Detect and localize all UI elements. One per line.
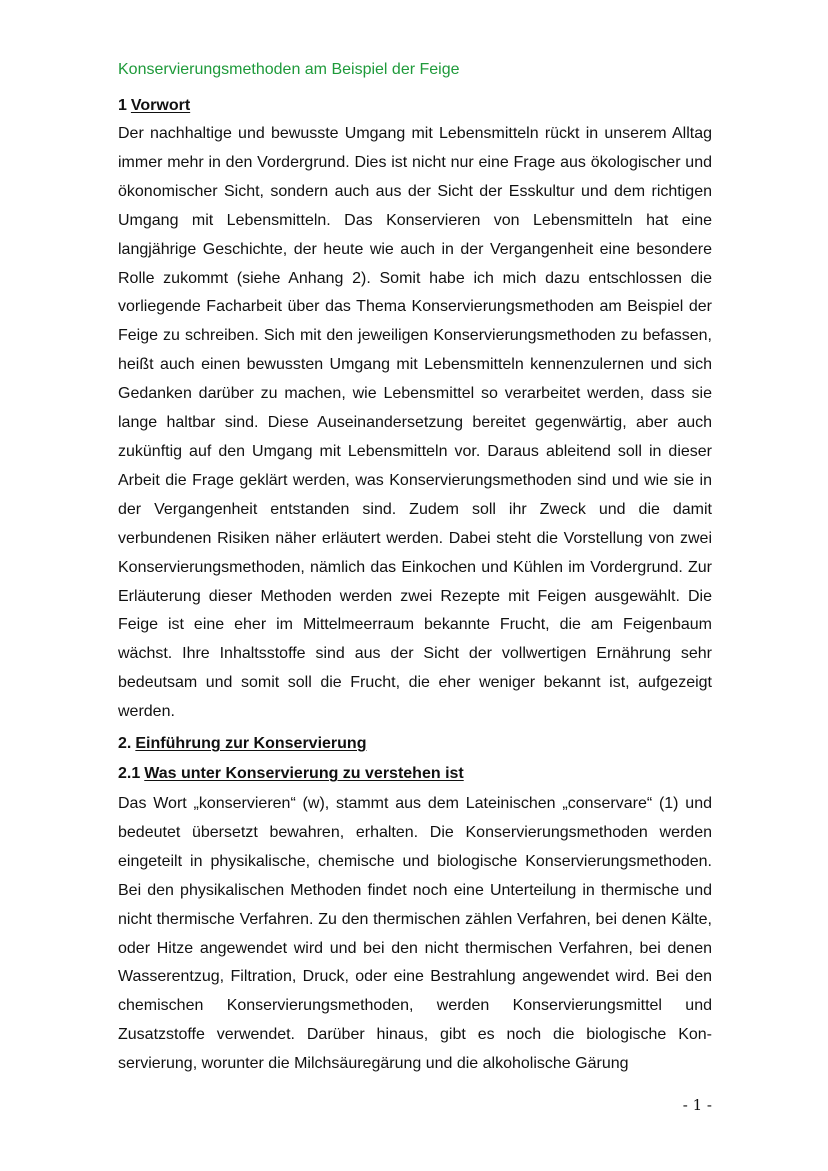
section-number: 1 xyxy=(118,97,127,114)
page-number: - 1 - xyxy=(682,1096,712,1114)
section-heading-vorwort xyxy=(118,94,712,118)
document-header: Konservierungsmethoden am Beispiel der Feige xyxy=(118,61,460,78)
paragraph-vorwort: Der nachhaltige und bewusste Umgang mit Lebensmitteln rückt in unserem Alltag immer mehr in den Vordergrund. Dies ist nicht nur eine Frage aus ökologischer und ökonomischer Sicht, sondern auch aus der Sicht der Esskultur und dem richtigen Umgang mit Lebensmitteln. Das Konservieren von Lebensmitteln hat eine langjährige Geschichte, der heute wie auch in der Vergangenheit eine besondere Rolle zukommt (siehe Anhang 2). Somit habe ich mich dazu entschlossen die vorliegende Facharbeit über das Thema Konservierungsmethoden am Beispiel der Feige zu schreiben. Sich mit den jeweiligen Konservierungsmethoden zu befassen, heißt auch einen bewussten Umgang mit Lebensmitteln kennenzulernen und sich Gedanken darüber zu machen, wie Lebensmittel so verarbeitet werden, dass sie lange haltbar sind. Diese Auseinandersetzung bereitet gegenwärtig, aber auch zukünftig auf den Umgang mit Lebensmitteln vor. Daraus ableitend soll in dieser Arbeit die Frage geklärt werden, was Konservierungsmethoden sind und wie sie in der Vergangenheit entstanden sind. Zudem soll ihr Zweck und die damit verbundenen Risiken näher erläutert werden. Dabei steht die Vorstellung von zwei Konservierungsmethoden, nämlich das Einkochen und Kühlen im Vordergrund. Zur Erläuterung dieser Methoden werden zwei Rezepte mit Feigen ausgewählt. Die Feige ist eine eher im Mittelmeerraum bekannte Frucht, die am Feigenbaum wächst. Ihre Inhaltsstoffe sind aus der Sicht der vollwertigen Ernährung sehr bedeutsam und somit soll die Frucht, die eher weniger bekannt ist, aufgezeigt werden. xyxy=(118,125,712,721)
section-number: 2.1 xyxy=(118,765,141,783)
section-title: Was unter Konservierung zu verstehen ist xyxy=(144,765,464,783)
section-title: Einführung zur Konservierung xyxy=(135,735,367,753)
section-number: 2. xyxy=(118,735,132,753)
subsection-heading-konservierung xyxy=(118,762,712,786)
section-title: Vorwort xyxy=(130,97,191,114)
document-page xyxy=(118,58,712,1084)
section-heading-einfuehrung xyxy=(118,732,712,756)
paragraph-konservierung: Das Wort „konservieren“ (w), stammt aus dem Lateinischen „conservare“ (1) und bedeutet übersetzt bewahren, erhalten. Die Konservierungsmethoden werden eingeteilt in physikalische, chemische und biologische Konservierungsmethoden. Bei den physikalischen Methoden findet noch eine Unterteilung in thermische und nicht thermische Verfahren. Zu den thermischen zählen Verfahren, bei denen Kälte, oder Hitze angewendet wird und bei den nicht thermischen Verfahren, bei denen Wasserentzug, Filtration, Druck, oder eine Bestrahlung angewendet wird. Bei den chemischen Konservierungsmethoden, werden Konservierungsmittel und Zusatzstoffe verwendet. Darüber hinaus, gibt es noch die biologische Konservierung, worunter die Milchsäuregärung und die alkoholische Gärung xyxy=(118,795,712,1073)
